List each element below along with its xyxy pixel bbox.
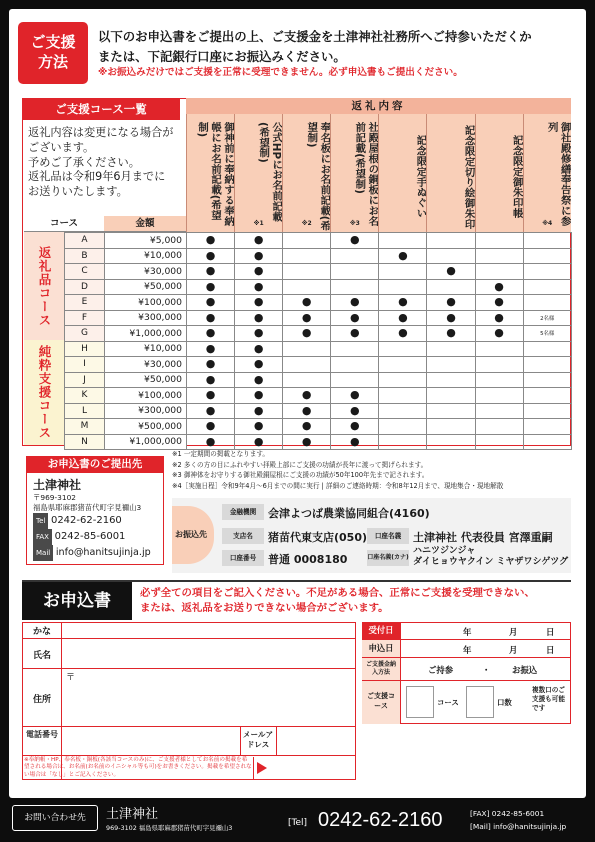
return-course-group-label: 返礼品コース [37, 245, 52, 327]
course-notes [28, 126, 173, 200]
course-amount: ¥100,000 [105, 295, 187, 311]
form-warning-2: または、返礼品をお送りできない場合がございます。 [140, 602, 389, 614]
footnote: ※4［実施日程］令和9年4月～6月までの間に実行 | 詳細のご連絡時期：令和8年12月まで、現地集合・現地解散 [172, 481, 504, 490]
return-mark: ● [235, 310, 283, 326]
return-mark [331, 248, 379, 264]
course-amount: ¥30,000 [105, 357, 187, 373]
return-mark: ● [379, 295, 427, 311]
kana-label: かな [32, 627, 51, 637]
return-mark [283, 372, 331, 388]
return-mark: ● [187, 372, 235, 388]
return-mark: ● [235, 279, 283, 295]
course-code: H [65, 341, 105, 357]
return-mark [427, 434, 475, 450]
unit-count-box[interactable] [466, 686, 494, 718]
course-row-H [65, 341, 572, 357]
return-mark [475, 388, 523, 404]
return-mark [523, 388, 571, 404]
applied-day: 日 [546, 645, 555, 655]
course-code: M [65, 419, 105, 435]
return-mark: ● [331, 233, 379, 249]
course-amount: ¥50,000 [105, 279, 187, 295]
course-amount: ¥10,000 [105, 248, 187, 264]
method-carry[interactable]: ご持参 [428, 665, 454, 675]
return-mark [523, 233, 571, 249]
return-mark [283, 264, 331, 280]
phone-label: 電話番号 [26, 730, 58, 739]
return-mark [427, 388, 475, 404]
course-amount: ¥1,000,000 [105, 326, 187, 342]
returns-column-note: ※1 [253, 220, 264, 227]
return-mark: ● [379, 248, 427, 264]
course-note-line: ございます。 [28, 140, 95, 154]
return-mark: ● [427, 326, 475, 342]
fax-label: FAX [33, 529, 52, 545]
returns-column-6 [426, 114, 474, 232]
return-mark [427, 279, 475, 295]
return-mark [379, 419, 427, 435]
course-code: J [65, 372, 105, 388]
applied-label: 申込日 [362, 640, 400, 657]
return-mark: ● [475, 310, 523, 326]
return-mark: ● [331, 326, 379, 342]
received-month: 月 [509, 627, 518, 637]
received-year: 年 [463, 627, 472, 637]
return-mark: ● [187, 264, 235, 280]
return-mark: ● [187, 295, 235, 311]
intro-warning: ※お振込みだけではご支援を正常に受理できません。必ず申込書もご提出ください。 [98, 67, 463, 78]
returns-column-1 [186, 114, 234, 232]
return-mark: ● [187, 341, 235, 357]
return-mark: ● [187, 326, 235, 342]
mail-label: メールアドレス [242, 730, 274, 749]
course-amount: ¥300,000 [105, 310, 187, 326]
name-display-note: ※奉納帳・HP、奉名板・銅板(各該当コースのみ)に、ご支援者様としてお名前の掲載を希望される場合は、お名前(お名前のイニシャル等も可)をお書きください。掲載を希望されない場合は「なし」とご記入ください。 [24, 757, 252, 778]
return-mark: ● [427, 310, 475, 326]
course-code: F [65, 310, 105, 326]
return-mark [379, 372, 427, 388]
return-mark [523, 434, 571, 450]
return-mark: ● [235, 341, 283, 357]
fax-number: 0242-85-6001 [54, 531, 126, 542]
bank-label: 金融機関 [222, 504, 264, 520]
return-mark: ● [427, 264, 475, 280]
return-mark: ● [187, 403, 235, 419]
return-mark: 5名様 [523, 326, 571, 342]
course-note-line: 予めご了承ください。 [28, 155, 140, 169]
return-course-group [24, 232, 64, 340]
return-mark [283, 233, 331, 249]
applied-year: 年 [463, 645, 472, 655]
returns-column-8 [523, 114, 571, 232]
returns-column-label: 御神前に奉納する奉納帳にお名前記載(希望制) [196, 122, 235, 226]
support-method-badge [18, 22, 88, 84]
footnotes [172, 449, 503, 491]
return-mark [523, 279, 571, 295]
return-mark [379, 233, 427, 249]
footer-address: 969-3102 福島県耶麻郡猪苗代町字見禰山3 [106, 824, 233, 832]
number-label: 口座番号 [222, 550, 264, 566]
return-mark [475, 357, 523, 373]
branch-label: 支店名 [222, 528, 264, 544]
return-mark: ● [331, 419, 379, 435]
return-mark [427, 341, 475, 357]
return-mark: ● [283, 403, 331, 419]
footnote: ※2 多くの方の目にふれやすい拝殿上部にご支援の功績が長年に渡って掲げられます。 [172, 460, 428, 469]
returns-column-label: 公式HPにお名前記載(希望制) [257, 122, 283, 222]
postal-code: 〒969-3102 [33, 493, 76, 502]
return-mark: ● [283, 310, 331, 326]
return-mark: ● [331, 434, 379, 450]
contact-label: お問い合わせ先 [12, 805, 98, 831]
course-code: D [65, 279, 105, 295]
returns-column-label: 記念限定切り絵御朱印 [462, 125, 475, 229]
footer-shrine-name: 土津神社 [106, 807, 159, 822]
return-mark [475, 434, 523, 450]
course-code: G [65, 326, 105, 342]
tel-number[interactable]: 0242-62-2160 [50, 515, 122, 526]
multi-unit-note: 複数口のご支援も可能です [532, 686, 565, 713]
return-mark: ● [235, 264, 283, 280]
returns-column-label: 社殿屋根の銅板にお名前記載(希望制) [353, 122, 379, 226]
return-mark: ● [331, 403, 379, 419]
footer-tel[interactable]: 0242-62-2160 [318, 809, 443, 831]
course-amount: ¥300,000 [105, 403, 187, 419]
course-code-box[interactable] [406, 686, 434, 718]
branch-name: 猪苗代東支店(050) [268, 531, 368, 544]
address-label: 住所 [32, 695, 51, 705]
course-row-B [65, 248, 572, 264]
shrine-address: 福島県耶麻郡猪苗代町字見禰山3 [33, 503, 142, 512]
account-number: 普通 0008180 [268, 553, 348, 566]
phone-field[interactable] [63, 727, 240, 755]
return-mark [283, 341, 331, 357]
return-mark [475, 341, 523, 357]
return-mark [475, 248, 523, 264]
return-mark: ● [187, 248, 235, 264]
amount-column-header: 金額 [104, 216, 186, 232]
received-day: 日 [546, 627, 555, 637]
course-amount: ¥1,000,000 [105, 434, 187, 450]
postal-mark: 〒 [66, 673, 76, 683]
returns-column-label: 記念限定御朱印帳 [510, 135, 523, 219]
pure-support-group-label: 純粋支援コース [37, 345, 52, 440]
returns-column-label: 御社殿修繕奉告祭に参列 [545, 122, 571, 226]
received-label: 受付日 [362, 622, 400, 639]
return-mark: ● [187, 434, 235, 450]
return-mark [331, 341, 379, 357]
footer-fax: [FAX] 0242-85-6001 [470, 809, 545, 818]
return-mark [475, 419, 523, 435]
return-mark [523, 357, 571, 373]
submit-address-tab: お申込書のご提出先 [26, 456, 164, 473]
returns-column-2 [234, 114, 282, 232]
intro-line1: 以下のお申込書をご提出の上、ご支援金を土津神社社務所へご持参いただくか [98, 29, 532, 44]
return-mark [379, 264, 427, 280]
return-mark [523, 419, 571, 435]
return-mark [475, 233, 523, 249]
course-table [64, 232, 572, 450]
course-row-M [65, 419, 572, 435]
address-field[interactable] [63, 669, 355, 726]
form-warning-1: 必ず全ての項目をご記入ください。不足がある場合、正常にご支援を受理できない、 [140, 587, 535, 599]
returns-header: 返礼内容 [186, 98, 571, 114]
course-amount: ¥5,000 [105, 233, 187, 249]
returns-column-headers [186, 114, 571, 232]
badge-line1: ご支援 [30, 33, 76, 51]
course-code: A [65, 233, 105, 249]
course-list-tab: ご支援コース一覧 [22, 98, 180, 120]
name-label: 氏名 [32, 651, 51, 661]
return-mark [523, 295, 571, 311]
holder-label: 口座名義 [367, 528, 409, 544]
return-mark [379, 341, 427, 357]
course-row-J [65, 372, 572, 388]
return-mark: ● [283, 388, 331, 404]
course-row-F [65, 310, 572, 326]
return-mark: ● [379, 310, 427, 326]
return-mark: ● [283, 434, 331, 450]
course-row-C [65, 264, 572, 280]
kana-field[interactable] [63, 623, 355, 638]
course-amount: ¥50,000 [105, 372, 187, 388]
returns-column-note: ※4 [542, 220, 553, 227]
return-mark [523, 248, 571, 264]
return-mark: ● [235, 233, 283, 249]
mail-label: Mail [33, 545, 53, 561]
name-display-field[interactable] [253, 757, 355, 779]
return-mark [427, 357, 475, 373]
kana-label: 口座名義(カナ) [367, 550, 409, 566]
course-row-K [65, 388, 572, 404]
course-amount: ¥10,000 [105, 341, 187, 357]
course-note-line: お送りいたします。 [28, 185, 128, 199]
bank-tab: お振込先 [172, 506, 214, 564]
course-row-D [65, 279, 572, 295]
return-mark: ● [283, 419, 331, 435]
shrine-name: 土津神社 [33, 478, 82, 492]
return-mark [379, 434, 427, 450]
returns-column-note: ※2 [301, 220, 312, 227]
return-mark: ● [235, 326, 283, 342]
returns-column-label: 奉名板にお名前記載(希望制) [305, 122, 331, 231]
holder-kana [413, 546, 568, 568]
return-mark: ● [235, 419, 283, 435]
return-mark [475, 403, 523, 419]
return-mark [523, 372, 571, 388]
return-mark: ● [187, 310, 235, 326]
return-mark [331, 279, 379, 295]
course-amount: ¥30,000 [105, 264, 187, 280]
return-mark [379, 357, 427, 373]
return-mark: ● [235, 434, 283, 450]
intro-line2: または、下記銀行口座にお振込みください。 [98, 49, 346, 64]
bank-name: 会津よつば農業協同組合(4160) [268, 507, 430, 520]
tel-label: Tel [33, 513, 48, 529]
course-row-G [65, 326, 572, 342]
course-unit: コース [437, 698, 459, 707]
returns-column-7 [475, 114, 523, 232]
course-code: B [65, 248, 105, 264]
return-mark: ● [427, 295, 475, 311]
return-mark: ● [235, 388, 283, 404]
return-mark: ● [475, 279, 523, 295]
return-mark: ● [187, 279, 235, 295]
course-row-N [65, 434, 572, 450]
return-mark [523, 341, 571, 357]
course-code: K [65, 388, 105, 404]
return-mark: ● [475, 326, 523, 342]
return-mark [427, 419, 475, 435]
return-mark [331, 357, 379, 373]
course-note-line: 返礼内容は変更になる場合が [28, 126, 174, 139]
returns-column-3 [282, 114, 330, 232]
return-mark: ● [331, 388, 379, 404]
holder-name: 土津神社 代表役員 宮澤重嗣 [413, 531, 553, 544]
return-mark: ● [331, 310, 379, 326]
return-mark: 2名様 [523, 310, 571, 326]
returns-column-note: ※3 [349, 220, 360, 227]
return-mark: ● [235, 295, 283, 311]
course-code: N [65, 434, 105, 450]
course-note-line: 返礼品は令和9年6月までに [28, 170, 166, 184]
holder-kana-2: ダイヒョウヤクイン ミヤザワシゲツグ [413, 557, 569, 567]
return-mark: ● [187, 419, 235, 435]
method-label: ご支援金納入方法 [362, 658, 400, 680]
course-row-A [65, 233, 572, 249]
course-amount: ¥100,000 [105, 388, 187, 404]
method-dot: ・ [482, 665, 491, 675]
applied-date-field[interactable] [401, 640, 570, 657]
badge-line2: 方法 [37, 53, 68, 71]
course-code: L [65, 403, 105, 419]
return-mark [331, 372, 379, 388]
applied-month: 月 [509, 645, 518, 655]
course-column-header: コース [24, 216, 104, 232]
course-amount: ¥500,000 [105, 419, 187, 435]
return-mark [427, 372, 475, 388]
footer-mail[interactable]: [Mail] info@hanitsujinja.jp [470, 822, 567, 831]
form-warning [140, 586, 535, 616]
course-code: I [65, 357, 105, 373]
name-field[interactable] [63, 639, 355, 668]
return-mark: ● [235, 403, 283, 419]
count-unit: 口数 [497, 698, 512, 707]
return-mark: ● [187, 388, 235, 404]
return-mark: ● [187, 233, 235, 249]
pure-support-group [24, 340, 64, 445]
holder-kana-1: ハニツジンジャ [413, 546, 476, 556]
return-mark [523, 403, 571, 419]
return-mark: ● [283, 295, 331, 311]
return-mark [379, 388, 427, 404]
return-mark [475, 372, 523, 388]
return-mark: ● [235, 357, 283, 373]
returns-column-4 [330, 114, 378, 232]
course-row-I [65, 357, 572, 373]
method-transfer[interactable]: お振込 [512, 665, 538, 675]
returns-column-5 [378, 114, 426, 232]
arrow-right-icon [257, 762, 267, 774]
course-code: E [65, 295, 105, 311]
return-mark: ● [331, 295, 379, 311]
return-mark [427, 403, 475, 419]
return-mark [331, 264, 379, 280]
submit-address-block [33, 477, 161, 561]
return-mark [427, 248, 475, 264]
course-row-L [65, 403, 572, 419]
return-mark [379, 403, 427, 419]
form-title: お申込書 [22, 582, 132, 620]
return-mark [427, 233, 475, 249]
return-mark [379, 279, 427, 295]
return-mark: ● [283, 326, 331, 342]
return-mark [283, 357, 331, 373]
course-select-label: ご支援コース [362, 681, 400, 724]
return-mark: ● [235, 372, 283, 388]
return-mark: ● [379, 326, 427, 342]
return-mark [523, 264, 571, 280]
footer-tel-label: [Tel] [288, 818, 308, 828]
return-mark [283, 279, 331, 295]
return-mark [283, 248, 331, 264]
return-mark: ● [235, 248, 283, 264]
course-row-E [65, 295, 572, 311]
return-mark: ● [475, 295, 523, 311]
footnote: ※3 御神体をお守りする御社殿銅屋根にご支援の功績が50年100年先まで記されます。 [172, 471, 429, 480]
course-code: C [65, 264, 105, 280]
return-mark [475, 264, 523, 280]
mail-address[interactable]: info@hanitsujinja.jp [55, 547, 151, 558]
returns-column-label: 記念限定手ぬぐい [414, 135, 427, 219]
footnote: ※1 一定期間の掲載となります。 [172, 450, 270, 458]
return-mark: ● [187, 357, 235, 373]
mail-field[interactable] [277, 727, 355, 755]
